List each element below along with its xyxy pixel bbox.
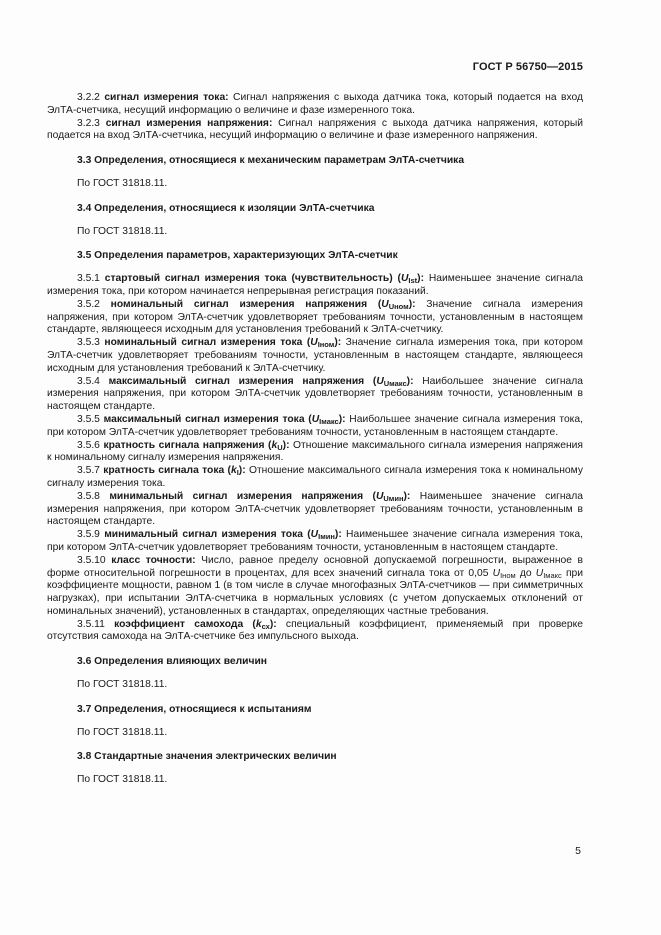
- term-close: ):: [334, 529, 342, 541]
- term: кратность сигнала напряжения (: [103, 439, 272, 451]
- clause-number: 3.5.10: [77, 554, 106, 566]
- subscript: сх: [261, 621, 270, 631]
- clause-number: 3.2.2: [77, 92, 100, 103]
- paragraph-3-5-10: [47, 555, 583, 619]
- clause-number: 3.5.4: [77, 375, 100, 387]
- definition-mid: до: [515, 567, 536, 579]
- paragraph-3-2-3: [47, 118, 583, 144]
- definition-part-b: при коэффициенте мощности, равном 1 (в том числе в случае многофазных ЭлТА-счетчиков — при симметричных нагрузках), при испытании ЭлТА-счетчика в нормальных условиях (с учетом допускаемых отклонений от номинальных значений), установленных в стандартах, определяющих частные требования.: [47, 567, 583, 617]
- paragraph-3-5-5: [47, 414, 583, 440]
- term-close: ):: [334, 337, 342, 349]
- reference-3-4: По ГОСТ 31818.11.: [77, 225, 168, 237]
- reference-3-8: По ГОСТ 31818.11.: [77, 774, 168, 786]
- clause-number: 3.5.5: [77, 413, 100, 425]
- term: сигнал измерения тока:: [104, 92, 229, 103]
- paragraph-3-5-7: [47, 465, 583, 491]
- symbol: U: [376, 375, 384, 387]
- paragraph-3-5-1: [47, 273, 583, 299]
- subscript: I: [236, 468, 239, 478]
- subscript: Iмин: [318, 532, 335, 542]
- symbol: U: [381, 298, 389, 310]
- subscript: Uмакс: [383, 378, 407, 388]
- term: стартовый сигнал измерения тока (чувствительность) (: [104, 273, 401, 285]
- subscript: Ist: [408, 276, 418, 286]
- definition: Наибольшее значение сигнала измерения тока, при котором ЭлТА-счетчик удовлетворяет требованиям точности, установленным в настоящем стандарте.: [47, 413, 583, 438]
- symbol: k: [230, 465, 237, 477]
- paragraph-3-5-3: [47, 337, 583, 375]
- definition-part-a: Число, равное пределу основной допускаемой погрешности, выраженное в форме относительной погрешности в процентах, для всех значений сигнала тока от 0,05: [47, 554, 583, 579]
- symbol: k: [271, 439, 278, 451]
- term: максимальный сигнал измерения напряжения (: [108, 375, 377, 387]
- heading-3-3: 3.3 Определения, относящиеся к механическим параметрам ЭлТА-счетчика: [77, 155, 465, 167]
- subscript: Uмин: [383, 493, 404, 503]
- clause-number: 3.5.11: [77, 618, 105, 630]
- paragraph-3-5-8: [47, 491, 583, 529]
- heading-3-8: 3.8 Стандартные значения электрических величин: [77, 751, 337, 763]
- subscript: Iмакс: [319, 416, 339, 426]
- clause-number: 3.5.8: [77, 490, 100, 502]
- clause-number: 3.5.7: [77, 465, 100, 477]
- document-body: [47, 92, 583, 787]
- term-close: ):: [338, 413, 346, 425]
- definition: Наибольшее значение сигнала измерения напряжения, при котором ЭлТА-счетчик удовлетворяет требованиям точности, установленным в настоящем стандарте.: [47, 375, 583, 413]
- definition: Сигнал напряжения с выхода датчика тока, который подается на вход ЭлТА-счетчика, несущий информацию о величине и фазе измеренного тока.: [47, 92, 583, 116]
- term: кратность сигнала тока (: [103, 465, 231, 477]
- term-close: ):: [403, 490, 411, 502]
- reference-3-3: По ГОСТ 31818.11.: [77, 177, 168, 189]
- term: коэффициент самохода (: [114, 618, 256, 630]
- term-close: ):: [282, 439, 290, 451]
- heading-3-5: 3.5 Определения параметров, характеризующих ЭлТА-счетчик: [77, 250, 398, 262]
- heading-3-4: 3.4 Определения, относящиеся к изоляции ЭлТА-счетчика: [77, 202, 375, 214]
- term: минимальный сигнал измерения напряжения (: [109, 490, 376, 502]
- clause-number: 3.5.6: [77, 439, 100, 451]
- definition: Отношение максимального сигнала измерения тока к номинальному сигналу измерения тока.: [47, 465, 583, 489]
- term-close: ):: [406, 375, 414, 387]
- term-close: ):: [269, 618, 277, 630]
- symbol: k: [255, 618, 262, 630]
- subscript: Uном: [388, 301, 409, 311]
- clause-number: 3.5.3: [77, 337, 100, 349]
- symbol: U: [400, 273, 409, 285]
- term: номинальный сигнал измерения напряжения (: [110, 298, 382, 310]
- paragraph-3-5-11: [47, 619, 583, 645]
- subscript: Iном: [317, 340, 335, 350]
- page-number: 5: [575, 845, 581, 857]
- paragraph-3-5-4: [47, 376, 583, 414]
- clause-number: 3.5.2: [77, 298, 100, 310]
- paragraph-3-5-9: [47, 529, 583, 555]
- clause-number: 3.5.9: [77, 529, 100, 541]
- clause-number: 3.5.1: [77, 273, 100, 285]
- symbol: U: [311, 413, 320, 425]
- symbol: U: [310, 337, 318, 349]
- definition: Наименьшее значение сигнала измерения напряжения, при котором ЭлТА-счетчик удовлетворяет требованиям точности, установленным в настоящем стандарте.: [47, 490, 583, 528]
- symbol: U: [310, 529, 319, 541]
- definition: Отношение максимального сигнала измерения напряжения к номинальному сигналу измерения напряжения.: [47, 439, 583, 464]
- reference-3-6: По ГОСТ 31818.11.: [77, 679, 168, 691]
- paragraph-3-5-2: [47, 299, 583, 337]
- term: минимальный сигнал измерения тока (: [104, 529, 311, 541]
- symbol: U: [375, 490, 384, 502]
- term: номинальный сигнал измерения тока (: [104, 337, 311, 349]
- paragraph-3-5-6: [47, 440, 583, 466]
- definition: Значение сигнала измерения напряжения, при котором ЭлТА-счетчик удовлетворяет требованиям точности, установленным в настоящем стандарте, являющееся исходным для установления требований к ЭлТА-счетчику.: [47, 298, 583, 336]
- definition: специальный коэффициент, применяемый при проверке отсутствия самохода на ЭлТА-счетчике без импульсного выхода.: [47, 618, 583, 643]
- heading-3-6: 3.6 Определения влияющих величин: [77, 656, 268, 668]
- term-close: ):: [238, 465, 246, 477]
- subscript: Iном: [500, 570, 516, 580]
- heading-3-7: 3.7 Определения, относящиеся к испытаниям: [77, 703, 312, 715]
- term: максимальный сигнал измерения тока (: [103, 413, 312, 425]
- definition: Наименьшее значение сигнала измерения тока, при котором начинается непрерывная регистрация показаний.: [47, 273, 583, 297]
- standard-header: ГОСТ Р 56750—2015: [472, 61, 583, 73]
- symbol: U: [535, 567, 544, 579]
- term: сигнал измерения напряжения:: [105, 117, 273, 129]
- term-close: ):: [417, 273, 424, 285]
- definition: Сигнал напряжения с выхода датчика напряжения, который подается на вход ЭлТА-счетчика, несущий информацию о величине и фазе измеренного напряжения.: [47, 117, 583, 142]
- definition: Наименьшее значение сигнала измерения тока, при котором ЭлТА-счетчик удовлетворяет требованиям точности, установленным в настоящем стандарте.: [47, 529, 583, 553]
- term-close: ):: [408, 298, 416, 310]
- term: класс точности:: [111, 554, 196, 566]
- symbol: U: [492, 567, 501, 579]
- subscript: U: [277, 442, 283, 452]
- reference-3-7: По ГОСТ 31818.11.: [77, 726, 168, 738]
- clause-number: 3.2.3: [77, 117, 100, 129]
- definition: Значение сигнала измерения тока, при котором ЭлТА-счетчик удовлетворяет требованиям точности, установленным в настоящем стандарте, являющееся исходным для установления требований к ЭлТА-счетчику.: [47, 337, 583, 374]
- paragraph-3-2-2: [47, 92, 583, 118]
- subscript: Iмакс: [543, 570, 562, 580]
